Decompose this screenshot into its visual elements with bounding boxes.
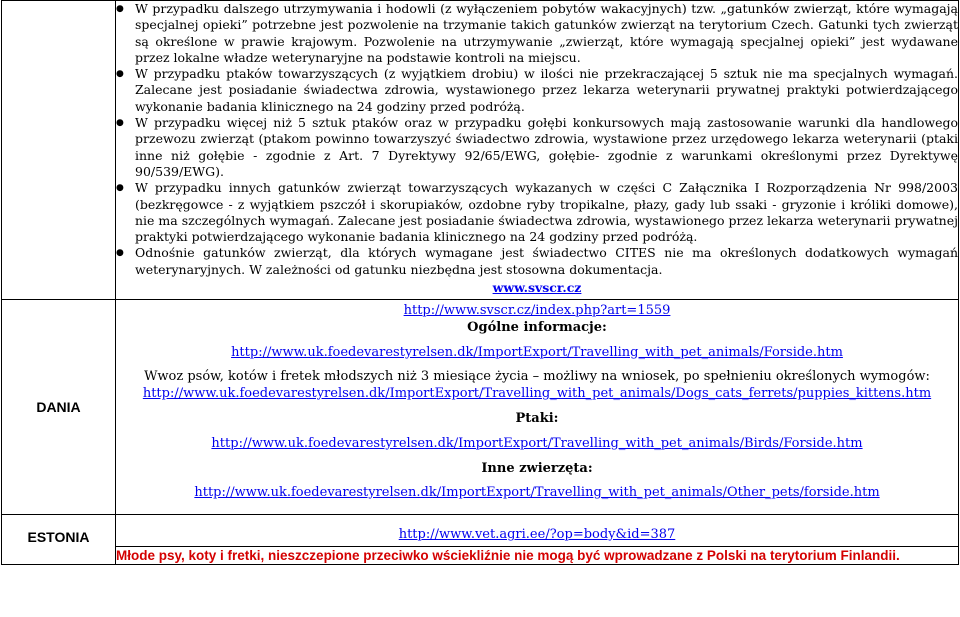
dania-content	[116, 300, 959, 515]
general-info-link[interactable]: http://www.uk.foedevarestyrelsen.dk/ImportExport/Travelling_with_pet_animals/Forside.htm	[231, 344, 843, 360]
puppies-text: Wwoz psów, kotów i fretek młodszych niż 3 miesiące życia – możliwy na wniosek, po spełnieniu określonych wymogów:	[144, 369, 930, 385]
country-dania: DANIA	[2, 300, 116, 515]
list-item: ● W przypadku dalszego utrzymywania i hodowli (z wyłączeniem pobytów wakacyjnych) tzw. „gatunków zwierząt, które wymagają specjalnej opieki” potrzebne jest pozwolenie na trzymanie takich gatunków zwierząt na terytorium Czech. Gatunki tych zwierząt są określone w prawie krajowym. Pozwolenie na utrzymywanie „zwierząt, które wymagają specjalnej opieki” jest wydawane przez lokalne władze weterynaryjne na podstawie kontroli na miejscu.	[135, 1, 958, 66]
list-item: ● W przypadku więcej niż 5 sztuk ptaków oraz w przypadku gołębi konkursowych mają zastosowanie warunki dla handlowego przewozu zwierząt (ptakom powinno towarzyszyć świadectwo zdrowia, wystawione przez urzędowego lekarza weterynarii (ptaki inne niż gołębie - zgodnie z Art. 7 Dyrektywy 92/65/EWG, gołębie- zgodnie z warunkami określonymi przez Dyrektywę 90/539/EWG).	[135, 115, 958, 180]
czech-content	[116, 1, 959, 300]
birds-link[interactable]: http://www.uk.foedevarestyrelsen.dk/ImportExport/Travelling_with_pet_animals/Birds/Forside.htm	[211, 435, 863, 451]
estonia-content	[116, 515, 959, 547]
other-pets-link[interactable]: http://www.uk.foedevarestyrelsen.dk/ImportExport/Travelling_with_pet_animals/Other_pets/forside.htm	[194, 485, 880, 501]
country-estonia: ESTONIA	[2, 515, 116, 565]
regulations-table	[1, 0, 959, 565]
estonia-vet-link[interactable]: http://www.vet.agri.ee/?op=body&id=387	[398, 527, 676, 543]
svscr-index-link[interactable]: http://www.svscr.cz/index.php?art=1559	[403, 303, 671, 319]
birds-heading: Ptaki:	[515, 411, 559, 427]
svscr-site-link[interactable]: www.svscr.cz	[492, 280, 582, 296]
other-pets-heading: Inne zwierzęta:	[481, 460, 593, 476]
country-cell-empty	[2, 1, 116, 300]
row-estonia	[2, 515, 959, 547]
list-item: ● Odnośnie gatunków zwierząt, dla których wymagane jest świadectwo CITES nie ma określonych dodatkowych wymagań weterynaryjnych. W zależności od gatunku niezbędna jest stosowna dokumentacja.	[135, 245, 958, 278]
row-dania	[2, 300, 959, 515]
general-info-heading: Ogólne informacje:	[467, 319, 607, 335]
czech-bullet-list	[116, 1, 958, 278]
puppies-link[interactable]: http://www.uk.foedevarestyrelsen.dk/ImportExport/Travelling_with_pet_animals/Dogs_cats_ferrets/puppies_kittens.htm	[142, 386, 932, 402]
finland-warning: Młode psy, koty i fretki, nieszczepione przeciwko wściekliźnie nie mogą być wprowadzane z Polski na terytorium Finlandii.	[116, 547, 959, 565]
row-czech	[2, 1, 959, 300]
row-finland-note	[2, 547, 959, 565]
list-item: ● W przypadku innych gatunków zwierząt towarzyszących wykazanych w części C Załącznika I Rozporządzenia Nr 998/2003 (bezkręgowce - z wyjątkiem pszczół i skorupiaków, ozdobne ryby tropikalne, płazy, gady lub ssaki - gryzonie i króliki domowe), nie ma szczególnych wymagań. Zalecane jest posiadanie świadectwa zdrowia, wystawionego przez lekarza weterynarii prywatnej praktyki potwierdzającego wykonanie badania klinicznego na 24 godziny przed podróżą.	[135, 180, 958, 245]
list-item: ● W przypadku ptaków towarzyszących (z wyjątkiem drobiu) w ilości nie przekraczającej 5 sztuk nie ma specjalnych wymagań. Zalecane jest posiadanie świadectwa zdrowia, wystawionego przez lekarza weterynarii prywatnej praktyki potwierdzającego wykonanie badania klinicznego na 24 godziny przed podróżą.	[135, 66, 958, 115]
